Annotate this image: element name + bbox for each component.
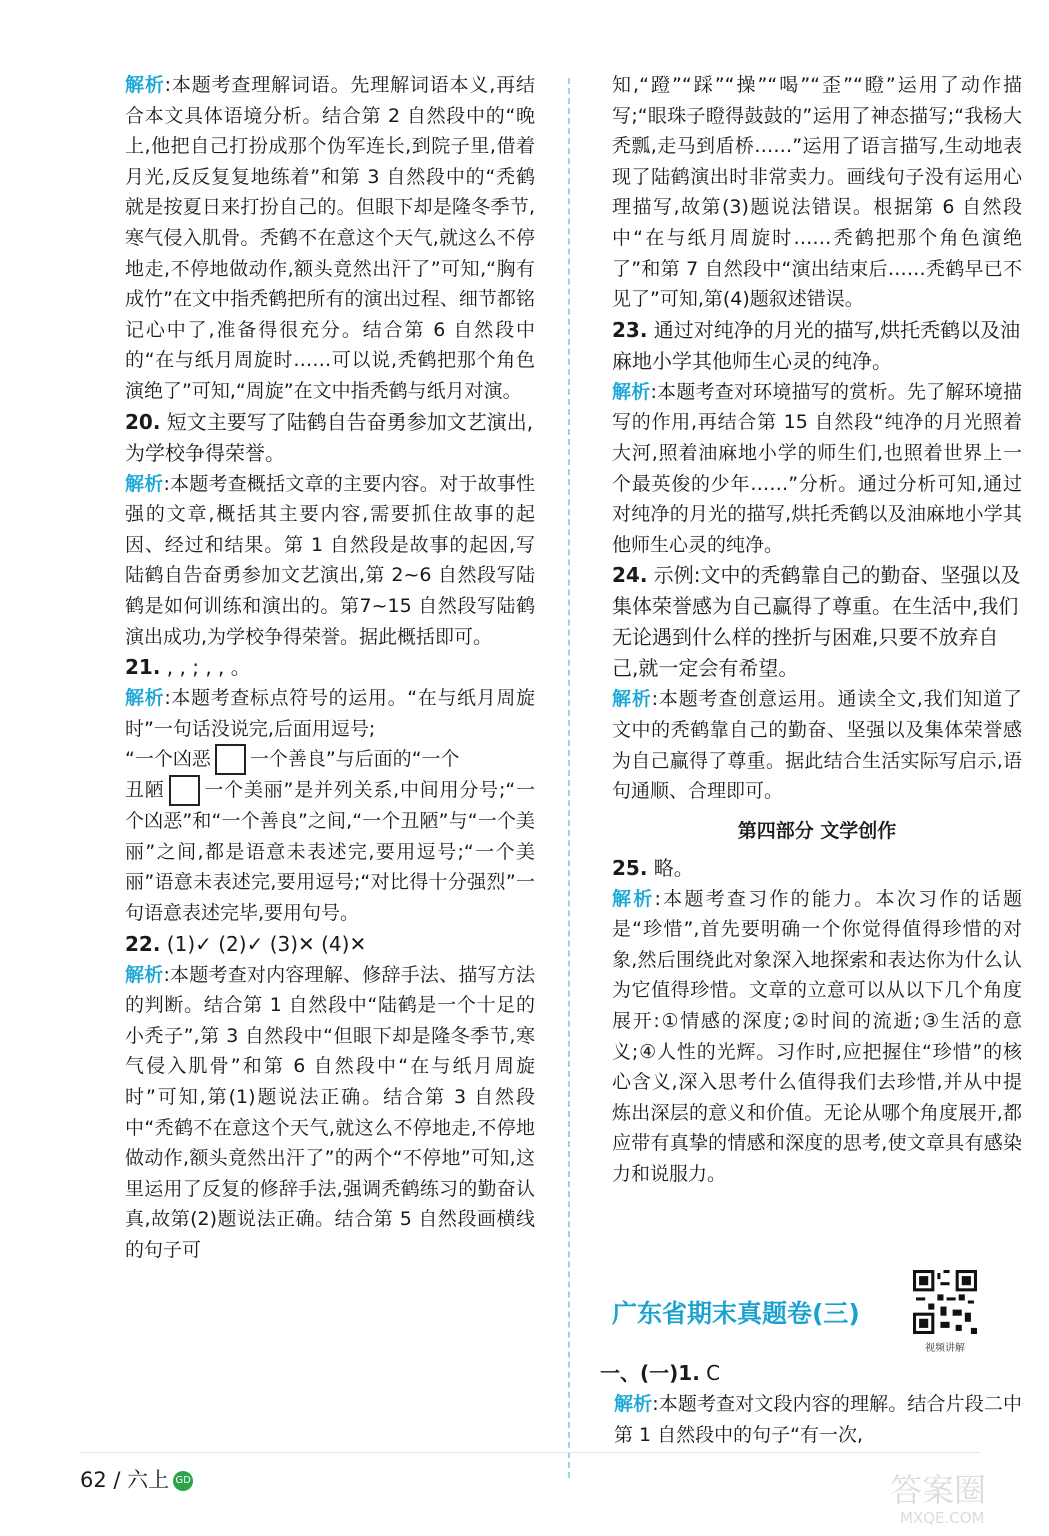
explanation-20: 解析:本题考查概括文章的主要内容。对于故事性强的文章,概括其主要内容,需要抓住故事的起因、经过和结果。第 1 自然段是故事的起因,写陆鹤自告奋勇参加文艺演出,第 2~6 自然段写陆鹤是如何训练和演出的。第7~15 自然段写陆鹤演出成功,为学校争得荣誉。据此概括即可。 bbox=[125, 472, 535, 648]
analysis-tag: 解析 bbox=[125, 963, 164, 986]
explanation-22: 解析:本题考查对内容理解、修辞手法、描写方法的判断。结合第 1 自然段中“陆鹤是一个十足的小秃子”,第 3 自然段中“但眼下却是隆冬季节,寒气侵入肌骨”和第 6 自然段中“在与纸月周旋时”可知,第(1)题说法正确。结合第 3 自然段中“秃鹤不在意这个天气,就这么不停地走,不停地做动作,额头竟然出汗了”的两个“不停地”可知,这里运用了反复的修辞手法,强调秃鹤练习的勤奋认真,故第(2)题说法正确。结合第 5 自然段画横线的句子可 bbox=[125, 963, 535, 1261]
right-column bbox=[612, 70, 1022, 1190]
answer-20: 20. 短文主要写了陆鹤自告奋勇参加文艺演出,为学校争得荣誉。 bbox=[125, 409, 534, 465]
blank-box bbox=[169, 775, 200, 806]
left-column bbox=[125, 70, 535, 1266]
explanation-22-cont: 知,“蹬”“踩”“操”“喝”“歪”“瞪”运用了动作描写;“眼珠子瞪得鼓鼓的”运用了神态描写;“我杨大秃瓢,走马到盾桥……”运用了语言描写,生动地表现了陆鹤演出时非常卖力。画线句子没有运用心理描写,故第(3)题说法错误。根据第 6 自然段中“在与纸月周旋时……秃鹤把那个角色演绝了”和第 7 自然段中“演出结束后……秃鹤早已不见了”可知,第(4)题叙述错误。 bbox=[612, 74, 1022, 311]
qr-code-icon[interactable] bbox=[913, 1270, 977, 1334]
column-divider bbox=[568, 78, 570, 1478]
blank-box bbox=[215, 744, 246, 775]
exam-banner: 广东省期末真题卷(三) bbox=[612, 1299, 860, 1328]
section-heading: 第四部分 文学创作 bbox=[737, 819, 897, 842]
explanation-24: 解析:本题考查创意运用。通读全文,我们知道了文中的秃鹤靠自己的勤奋、坚强以及集体荣誉感为自己赢得了尊重。据此结合生活实际写启示,语句通顺、合理即可。 bbox=[612, 688, 1022, 803]
answer-24: 24. 示例:文中的秃鹤靠自己的勤奋、坚强以及集体荣誉感为自己赢得了尊重。在生活中,我们无论遇到什么样的挫折与困难,只要不放弃自己,就一定会有希望。 bbox=[612, 563, 1021, 681]
analysis-tag: 解析 bbox=[125, 74, 165, 96]
page-number: 62 / 六上 bbox=[80, 1468, 170, 1492]
answer-23: 23. 通过对纯净的月光的描写,烘托秃鹤以及油麻地小学其他师生心灵的纯净。 bbox=[612, 317, 1021, 373]
analysis-tag: 解析 bbox=[125, 472, 164, 495]
svg-text:答案圈: 答案圈 bbox=[890, 1471, 987, 1509]
answer-1: 一、(一)1. C bbox=[600, 1361, 721, 1385]
explanation-25: 解析:本题考查习作的能力。本次习作的话题是“珍惜”,首先要明确一个你觉得值得珍惜的对象,然后围绕此对象深入地探索和表达你为什么认为它值得珍惜。文章的立意可以从以下几个角度展开:①情感的深度;②时间的流逝;③生活的意义;④人性的光辉。习作时,应把握住“珍惜”的核心含义,深入思考什么值得我们去珍惜,并从中提炼出深层的意义和价值。无论从哪个角度展开,都应带有真挚的情感和深度的思考,使文章具有感染力和说服力。 bbox=[612, 887, 1022, 1186]
watermark-logo bbox=[880, 1465, 1030, 1527]
analysis-tag: 解析 bbox=[612, 380, 651, 403]
analysis-tag: 解析 bbox=[612, 887, 655, 910]
explanation-23: 解析:本题考查对环境描写的赏析。先了解环境描写的作用,再结合第 15 自然段“纯净的月光照着大河,照着油麻地小学的师生们,也照着世界上一个最英俊的少年……”分析。通过分析可知,通过对纯净的月光的描写,烘托秃鹤以及油麻地小学其他师生心灵的纯净。 bbox=[612, 380, 1022, 556]
svg-text:MXQE.COM: MXQE.COM bbox=[900, 1509, 985, 1527]
explanation-19: 解析:本题考查理解词语。先理解词语本义,再结合本文具体语境分析。结合第 2 自然段中的“晚上,他把自己打扮成那个伪军连长,到院子里,借着月光,反反复复地练着”和第 3 自然段中的“秃鹤就是按夏日来打扮自己的。但眼下却是隆冬季节,寒气侵入肌骨。秃鹤不在意这个天气,就这么不停地走,不停地做动作,额头竟然出汗了”可知,“胸有成竹”在文中指秃鹤把所有的演出过程、细节都铭记心中了,准备得很充分。结合第 6 自然段中的“在与纸月周旋时……可以说,秃鹤把那个角色演绝了”可知,“周旋”在文中指秃鹤与纸月对演。 bbox=[125, 74, 535, 402]
analysis-tag: 解析 bbox=[125, 687, 165, 710]
explanation-21: 解析:本题考查标点符号的运用。“在与纸月周旋时”一句话没说完,后面用逗号; “一个凶恶 一个善良”与后面的“一个 丑陋 一个美丽”是并列关系,中间用分号;“一个凶恶”和“一个善良”之间,“一个丑陋”与“一个美丽”之间,都是语意未表述完,要用逗号;“一个美丽”语意未表述完,要用逗号;“对比得十分强烈”一句语意表述完毕,要用句号。 bbox=[125, 687, 535, 925]
footer-rule bbox=[80, 1452, 980, 1453]
next-section bbox=[600, 1358, 1022, 1450]
region-badge: GD bbox=[173, 1471, 193, 1491]
answer-21: 21. , , ; , , 。 bbox=[125, 655, 251, 680]
analysis-tag: 解析 bbox=[614, 1393, 653, 1415]
page-footer bbox=[80, 1460, 193, 1500]
answer-25: 25. 略。 bbox=[612, 855, 694, 880]
explanation-1: 解析:本题考查对文段内容的理解。结合片段二中第 1 自然段中的句子“有一次, bbox=[614, 1393, 1022, 1446]
analysis-tag: 解析 bbox=[612, 688, 652, 711]
answer-22: 22. (1)✓ (2)✓ (3)✕ (4)✕ bbox=[125, 931, 367, 956]
video-explanation-label: 视频讲解 bbox=[925, 1343, 965, 1354]
